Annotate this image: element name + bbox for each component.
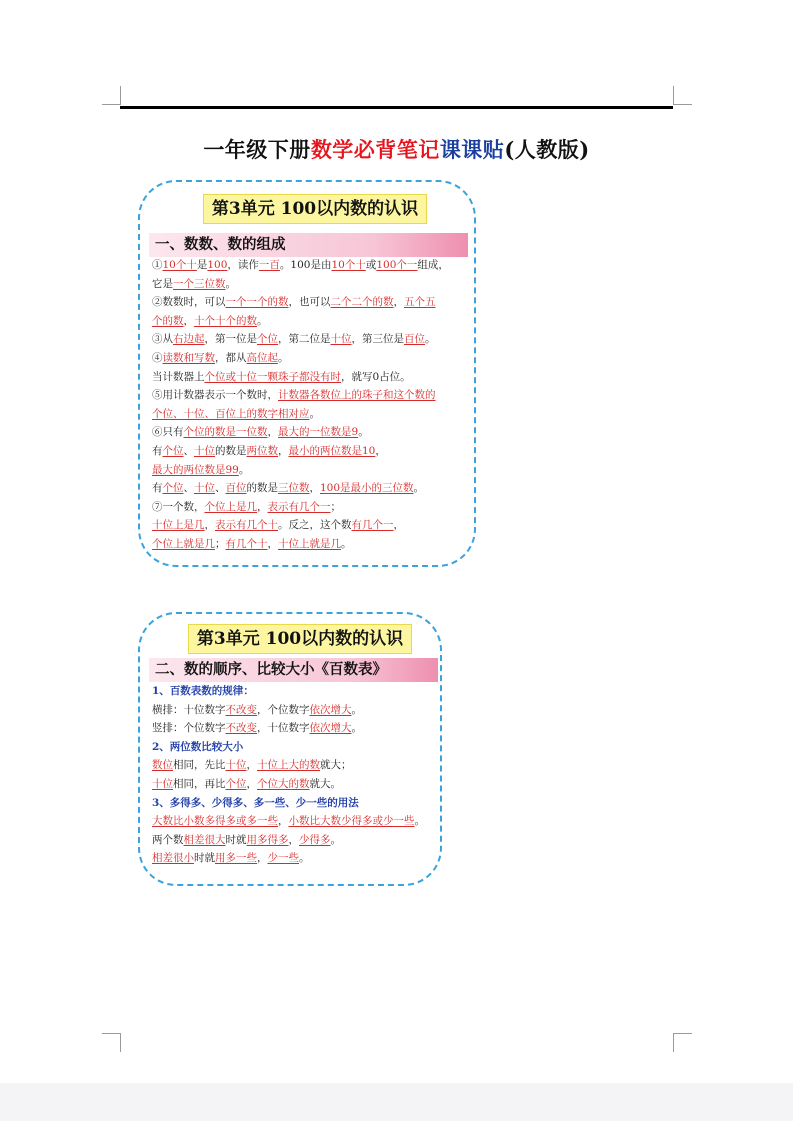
note-text: 它是 <box>152 277 173 290</box>
note-text: ， <box>246 759 257 772</box>
note-text: 。 <box>238 463 250 476</box>
note-text: ， <box>267 426 278 439</box>
note-line <box>152 701 442 720</box>
crop-mark-top-left <box>102 86 121 105</box>
note-text: ②数数时，可以 <box>152 296 226 309</box>
note-line <box>152 423 470 442</box>
note-text: ，也可以 <box>288 296 331 309</box>
key-phrase: 十位 <box>330 333 352 346</box>
note-text: 百数表数的规律 <box>169 685 244 697</box>
key-phrase: 一个三位数 <box>173 277 226 290</box>
note-line <box>152 756 442 775</box>
title-part-grade: 一年级下册 <box>203 137 311 162</box>
note-line <box>152 330 470 349</box>
note-text: 的数是 <box>215 444 247 457</box>
key-phrase: 十位上大的数 <box>257 759 320 772</box>
note-text: ， <box>204 519 215 532</box>
key-phrase: 高位起 <box>246 351 278 364</box>
note-text: 2、两位数比较大小 <box>152 740 244 753</box>
note-text: ，就写0占位。 <box>341 370 411 383</box>
note-line <box>152 535 470 554</box>
note-text: 相同，再比 <box>173 777 226 790</box>
note-text: ， <box>393 519 404 532</box>
note-text: 、 <box>215 482 226 495</box>
note-text: 当计数器上 <box>152 370 205 383</box>
note-text: ， <box>267 537 278 550</box>
key-phrase: 十位 <box>194 444 215 457</box>
key-phrase: 最小的两位数是10 <box>288 444 376 457</box>
note-line <box>152 386 470 405</box>
key-phrase: 用多得多 <box>246 833 289 846</box>
note-line <box>152 293 470 312</box>
page-title <box>0 134 793 164</box>
key-phrase: 右边起 <box>173 333 205 346</box>
key-phrase: 一个一个的数 <box>225 296 289 309</box>
note-text: 。 <box>309 407 320 420</box>
note-text: ； <box>215 537 226 550</box>
note-text: 。反之，这个数 <box>278 519 352 532</box>
unit-title-1: 第3单元 100以内数的认识 <box>203 194 427 224</box>
note-line <box>152 794 442 813</box>
key-phrase: 十位上是几 <box>152 519 205 532</box>
note-text: 。 <box>351 703 362 716</box>
note-text: 。 <box>413 482 425 495</box>
crop-mark-bottom-left <box>102 1033 121 1052</box>
note-text: 时就 <box>194 852 215 865</box>
key-phrase: 有几个一 <box>351 519 394 532</box>
note-text: ① <box>152 259 163 271</box>
key-phrase: 少一些 <box>267 852 299 865</box>
key-phrase: 10个十 <box>331 259 366 271</box>
key-phrase: 最大的两位数是99 <box>152 463 239 476</box>
note-text: ， <box>278 815 289 828</box>
key-phrase: 三位数 <box>278 482 310 495</box>
note-text: 。 <box>225 277 236 290</box>
note-line <box>152 256 470 275</box>
note-line <box>152 442 470 461</box>
note-text: 。 <box>299 852 310 865</box>
note-text: 、 <box>183 482 194 495</box>
note-text: ⑦一个数， <box>152 500 205 513</box>
key-phrase: 100个一 <box>376 259 418 271</box>
note-line <box>152 831 442 850</box>
note-text: ，第二位是 <box>278 333 331 346</box>
key-phrase: 不改变 <box>225 703 257 716</box>
note-line <box>152 812 442 831</box>
crop-mark-bottom-right <box>673 1033 692 1052</box>
note-text: 横排：十位数字 <box>152 703 226 716</box>
key-phrase: 两位数 <box>246 444 278 457</box>
title-part-edition: (人教版) <box>504 137 590 162</box>
note-text: ，第一位是 <box>204 333 257 346</box>
unit-title-2: 第3单元 100以内数的认识 <box>188 624 412 654</box>
note-text: ③从 <box>152 333 173 346</box>
key-phrase: 五个五 <box>404 296 436 309</box>
note-text: 。 <box>425 333 436 346</box>
key-phrase: 十位上就是几 <box>278 537 341 550</box>
section-title-1: 一、数数、数的组成 <box>149 233 468 257</box>
title-part-sticker: 课课贴 <box>439 137 505 162</box>
note-text: 。 <box>341 537 352 550</box>
key-phrase: 一百 <box>258 259 280 271</box>
note-text: 。 <box>351 722 362 735</box>
key-phrase: 100 <box>207 259 228 271</box>
card2-text <box>152 682 442 868</box>
note-line <box>152 312 470 331</box>
key-phrase: 用多一些 <box>215 852 257 865</box>
note-text: ，第三位是 <box>351 333 404 346</box>
note-text: 就大； <box>320 759 352 772</box>
header-rule <box>120 106 673 109</box>
title-part-notes: 数学必背笔记 <box>310 137 440 162</box>
key-phrase: 有几个十 <box>225 537 268 550</box>
note-text: ： <box>243 685 254 697</box>
note-line <box>152 682 442 701</box>
note-text: ， <box>246 777 257 790</box>
key-phrase: 依次增大 <box>309 722 352 735</box>
note-line <box>152 498 470 517</box>
note-line <box>152 719 442 738</box>
note-line <box>152 349 470 368</box>
key-phrase: 十位 <box>152 777 173 790</box>
note-text: 或 <box>365 259 377 271</box>
note-text: ，读作 <box>227 259 259 271</box>
key-phrase: 表示有几个一 <box>267 500 331 513</box>
note-text: 就大。 <box>309 777 341 790</box>
crop-mark-top-right <box>673 86 692 105</box>
note-text: ，十位数字 <box>257 722 310 735</box>
note-text: ； <box>330 500 341 513</box>
note-line <box>152 849 442 868</box>
note-text: ， <box>393 296 404 309</box>
section-title-2: 二、数的顺序、比较大小《百数表》 <box>149 658 438 682</box>
note-line <box>152 368 470 387</box>
key-phrase: 个的数 <box>152 314 184 327</box>
note-text: 两个数 <box>152 833 184 846</box>
key-phrase: 十位 <box>225 759 247 772</box>
key-phrase: 少得多 <box>299 833 331 846</box>
note-text: 、 <box>183 444 194 457</box>
note-text: 是 <box>196 259 208 271</box>
note-text: 。 <box>330 833 341 846</box>
key-phrase: 相差很小 <box>152 852 194 865</box>
note-text: 的数是 <box>246 482 278 495</box>
key-phrase: 个位、十位、百位上的数字相对应 <box>152 407 310 420</box>
key-phrase: 不改变 <box>225 722 257 735</box>
note-text: ⑥只有 <box>152 426 184 439</box>
note-text: ， <box>257 500 268 513</box>
note-text: 。 <box>278 351 289 364</box>
note-line <box>152 516 470 535</box>
note-line <box>152 461 470 480</box>
key-phrase: 十个十个的数 <box>194 314 257 327</box>
note-text: ，都从 <box>215 351 247 364</box>
key-phrase: 百位 <box>404 333 425 346</box>
key-phrase: 10个十 <box>162 259 197 271</box>
key-phrase: 十位 <box>194 482 215 495</box>
key-phrase: 相差很大 <box>183 833 226 846</box>
note-text: 竖排：个位数字 <box>152 722 226 735</box>
note-text: 。 <box>414 815 425 828</box>
note-card-1 <box>138 180 476 567</box>
note-line <box>152 479 470 498</box>
key-phrase: 百位 <box>225 482 247 495</box>
note-text: 相同，先比 <box>173 759 226 772</box>
key-phrase: 100是最小的三位数 <box>320 482 414 495</box>
key-phrase: 表示有几个十 <box>215 519 278 532</box>
note-text: ， <box>278 444 289 457</box>
note-text: ， <box>257 852 268 865</box>
key-phrase: 个位 <box>162 482 184 495</box>
key-phrase: 个位 <box>225 777 247 790</box>
note-text: 1、 <box>152 685 170 697</box>
note-line <box>152 738 442 757</box>
key-phrase: 二个二个的数 <box>330 296 394 309</box>
note-line <box>152 275 470 294</box>
note-text: ， <box>288 833 299 846</box>
note-text: ， <box>309 482 320 495</box>
note-card-2 <box>138 612 442 886</box>
key-phrase: 小数比大数少得多或少一些 <box>288 815 415 828</box>
note-text: 。100是由 <box>279 259 332 271</box>
note-text: 组成， <box>417 259 449 271</box>
key-phrase: 个位大的数 <box>257 777 310 790</box>
note-text: 时就 <box>225 833 247 846</box>
key-phrase: 依次增大 <box>309 703 352 716</box>
key-phrase: 读数和写数 <box>162 351 215 364</box>
note-text: ⑤用计数器表示一个数时， <box>152 389 278 402</box>
key-phrase: 数位 <box>152 759 173 772</box>
key-phrase: 个位 <box>162 444 184 457</box>
note-text: ，个位数字 <box>257 703 310 716</box>
key-phrase: 个位的数是一位数 <box>183 426 268 439</box>
key-phrase: 个位上就是几 <box>152 537 215 550</box>
note-text: ， <box>183 314 194 327</box>
note-text: 3、多得多、少得多、多一些、少一些的用法 <box>152 796 359 809</box>
key-phrase: 个位或十位一颗珠子都没有时 <box>204 370 341 383</box>
note-text: 有 <box>152 482 163 495</box>
key-phrase: 计数器各数位上的珠子和这个数的 <box>278 389 436 402</box>
note-line <box>152 775 442 794</box>
key-phrase: 个位 <box>257 333 278 346</box>
note-text: 有 <box>152 444 163 457</box>
note-text: 。 <box>257 314 268 327</box>
key-phrase: 大数比小数多得多或多一些 <box>152 815 278 828</box>
card1-text <box>152 256 470 554</box>
note-text: 。 <box>358 426 369 439</box>
note-text: ④ <box>152 351 163 364</box>
note-line <box>152 405 470 424</box>
key-phrase: 最大的一位数是9 <box>278 426 359 439</box>
viewer-bottom-strip <box>0 1083 793 1121</box>
note-text: ， <box>375 444 386 457</box>
key-phrase: 个位上是几 <box>204 500 257 513</box>
